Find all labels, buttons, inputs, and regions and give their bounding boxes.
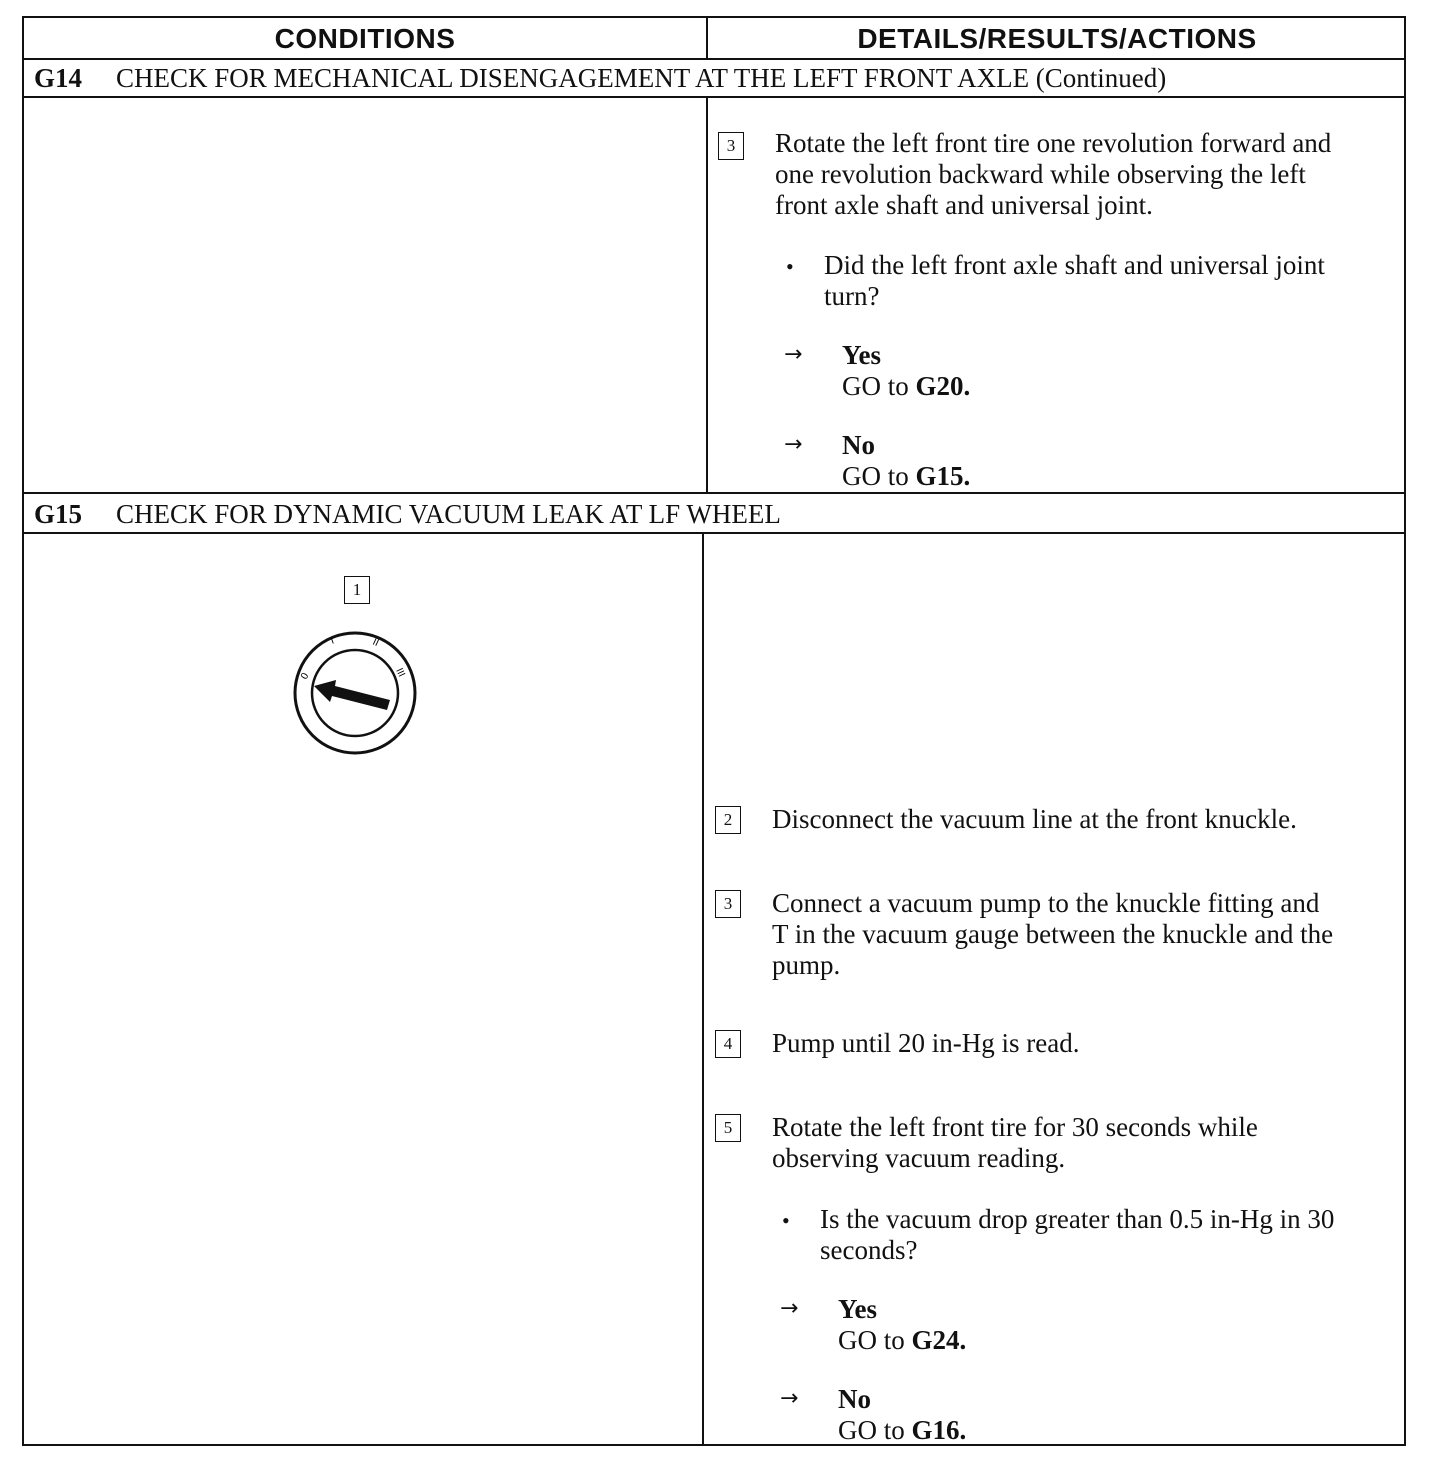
arrow-right-icon: →	[784, 432, 803, 457]
no-label: No	[838, 1384, 871, 1414]
g15-step-1-number: 1	[344, 576, 370, 604]
go-to-target: G24	[911, 1325, 960, 1355]
go-to-text: GO to	[842, 461, 916, 491]
period: .	[959, 1415, 967, 1445]
g15-no-result	[838, 1384, 966, 1446]
text-line: Did the left front axle shaft and universal joint	[824, 250, 1325, 280]
g14-yes-result	[842, 340, 970, 402]
g14-no-action	[842, 461, 970, 492]
g15-step-3-text	[772, 888, 1333, 981]
g14-step-3-number: 3	[718, 132, 744, 160]
go-to-text: GO to	[842, 371, 916, 401]
g15-step-2-number: 2	[715, 806, 741, 834]
text-line: Rotate the left front tire for 30 seconds while	[772, 1112, 1258, 1142]
position-mark-iii: III	[393, 666, 407, 679]
go-to-text: GO to	[838, 1325, 912, 1355]
g15-question	[820, 1204, 1334, 1266]
g14-step-3-text	[775, 128, 1331, 221]
arrow-right-icon: →	[780, 1386, 799, 1411]
g15-section-title	[24, 494, 1404, 534]
go-to-target: G15	[915, 461, 964, 491]
bullet-icon: •	[786, 254, 794, 279]
conditions-header: CONDITIONS	[274, 23, 456, 54]
arrow-right-icon: →	[780, 1296, 799, 1321]
position-mark-0: 0	[299, 671, 312, 682]
g15-step-4-text	[772, 1028, 1079, 1059]
text-line: turn?	[824, 281, 880, 311]
period: .	[963, 371, 971, 401]
g14-section-title	[24, 58, 1404, 98]
g15-column-divider	[702, 534, 704, 1446]
bullet-icon: •	[782, 1208, 790, 1233]
text-line: one revolution backward while observing the left	[775, 159, 1306, 189]
position-mark-i: I	[329, 635, 336, 647]
g15-title: CHECK FOR DYNAMIC VACUUM LEAK AT LF WHEEL	[116, 499, 781, 529]
g14-question	[824, 250, 1325, 312]
g14-code: G14	[34, 63, 83, 93]
text-line: pump.	[772, 950, 841, 980]
g14-no-result	[842, 430, 970, 492]
g15-no-action	[838, 1415, 966, 1446]
g15-step-5-number: 5	[715, 1114, 741, 1142]
yes-label: Yes	[842, 340, 881, 370]
no-label: No	[842, 430, 875, 460]
position-mark-ii: II	[370, 636, 381, 650]
key-pointer-arrow	[314, 680, 390, 710]
g14-yes-action	[842, 371, 970, 402]
arrow-right-icon: →	[784, 342, 803, 367]
text-line: Pump until 20 in-Hg is read.	[772, 1028, 1080, 1058]
g15-step-2-text	[772, 804, 1297, 835]
g15-yes-result	[838, 1294, 966, 1356]
text-line: observing vacuum reading.	[772, 1143, 1066, 1173]
details-header: DETAILS/RESULTS/ACTIONS	[857, 23, 1257, 54]
text-line: Disconnect the vacuum line at the front knuckle.	[772, 804, 1297, 834]
period: .	[963, 461, 971, 491]
g15-step-3-number: 3	[715, 890, 741, 918]
g14-column-divider	[706, 98, 708, 494]
g14-title: CHECK FOR MECHANICAL DISENGAGEMENT AT THE LEFT FRONT AXLE (Continued)	[116, 63, 1167, 93]
g15-yes-action	[838, 1325, 966, 1356]
ignition-switch-icon	[290, 628, 420, 758]
text-line: seconds?	[820, 1235, 918, 1265]
g15-step-4-number: 4	[715, 1030, 741, 1058]
text-line: Is the vacuum drop greater than 0.5 in-Hg in 30	[820, 1204, 1335, 1234]
g15-step-5-text	[772, 1112, 1258, 1174]
go-to-target: G20	[915, 371, 964, 401]
text-line: Connect a vacuum pump to the knuckle fitting and	[772, 888, 1320, 918]
period: .	[959, 1325, 967, 1355]
g15-code: G15	[34, 499, 83, 529]
go-to-text: GO to	[838, 1415, 912, 1445]
text-line: front axle shaft and universal joint.	[775, 190, 1153, 220]
text-line: T in the vacuum gauge between the knuckle and the	[772, 919, 1334, 949]
go-to-target: G16	[911, 1415, 960, 1445]
yes-label: Yes	[838, 1294, 877, 1324]
text-line: Rotate the left front tire one revolution forward and	[775, 128, 1332, 158]
table-header	[24, 18, 1404, 60]
diagnostic-table	[22, 16, 1406, 1446]
